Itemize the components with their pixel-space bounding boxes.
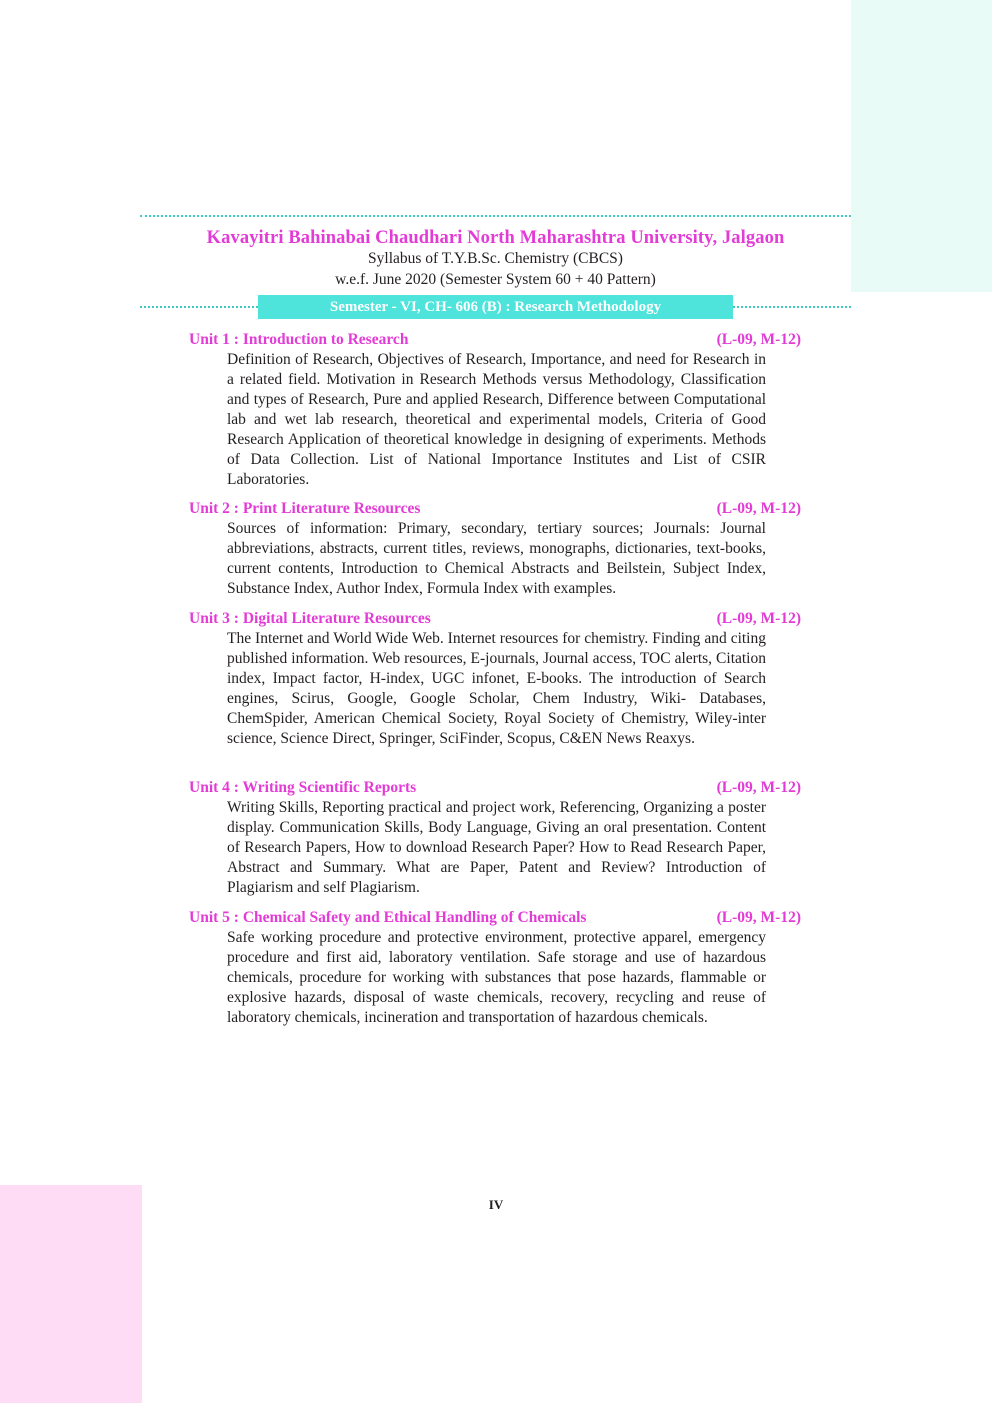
unit-marks: (L-09, M-12): [716, 610, 801, 627]
unit-heading: [189, 908, 801, 928]
unit-section: [189, 778, 801, 898]
unit-body: Writing Skills, Reporting practical and project work, Referencing, Organizing a poster display. Communication Skills, Body Language, Giving an oral presentation. Content of Research Papers, How to download Research Paper? How to Read Research Paper, Abstract and Summary. What are Paper, Patent and Review? Introduction of Plagiarism and self Plagiarism.: [227, 799, 766, 896]
unit-title: Unit 2 : Print Literature Resources: [189, 500, 421, 517]
banner-divider-left: [140, 306, 258, 308]
unit-heading: [189, 330, 801, 350]
unit-section: [189, 330, 801, 490]
header-divider-top: [140, 215, 851, 217]
unit-heading: [189, 778, 801, 798]
corner-decoration-bottom-left: [0, 1185, 142, 1403]
effective-date-line: w.e.f. June 2020 (Semester System 60 + 40 Pattern): [335, 271, 656, 288]
unit-body: The Internet and World Wide Web. Internet resources for chemistry. Finding and citing published information. Web resources, E-journals, Journal access, TOC alerts, Citation index, Impact factor, H-index, UGC infonet, E-books. The introduction of Search engines, Scirus, Google, Google Scholar, Chem Industry, Wiki- Databases, ChemSpider, American Chemical Society, Royal Society of Chemistry, Wiley-inter science, Science Direct, Springer, SciFinder, Scopus, C&EN News Reaxys.: [227, 630, 766, 747]
unit-section: [189, 499, 801, 599]
unit-body: Sources of information: Primary, secondary, tertiary sources; Journals: Journal abbreviations, abstracts, current titles, reviews, monographs, dictionaries, text-books, current contents, Introduction to Chemical Abstracts and Beilstein, Subject Index, Substance Index, Author Index, Formula Index with examples.: [227, 520, 766, 597]
page-number: IV: [488, 1197, 504, 1212]
unit-title: Unit 5 : Chemical Safety and Ethical Handling of Chemicals: [189, 909, 587, 926]
semester-banner: Semester - VI, CH- 606 (B) : Research Methodology: [258, 295, 733, 319]
unit-section: [189, 908, 801, 1028]
unit-title: Unit 3 : Digital Literature Resources: [189, 610, 431, 627]
unit-title: Unit 1 : Introduction to Research: [189, 331, 409, 348]
university-title: Kavayitri Bahinabai Chaudhari North Maharashtra University, Jalgaon: [206, 228, 785, 248]
unit-title: Unit 4 : Writing Scientific Reports: [189, 779, 417, 796]
unit-marks: (L-09, M-12): [716, 909, 801, 926]
unit-section: [189, 609, 801, 749]
unit-marks: (L-09, M-12): [716, 500, 801, 517]
banner-divider-right: [733, 306, 851, 308]
syllabus-subtitle: Syllabus of T.Y.B.Sc. Chemistry (CBCS): [368, 250, 623, 267]
unit-body: Safe working procedure and protective environment, protective apparel, emergency procedure and first aid, laboratory ventilation. Safe storage and use of hazardous chemicals, procedure for working with substances that pose hazards, flammable or explosive hazards, disposal of waste chemicals, recovery, recycling and reuse of laboratory chemicals, incineration and transportation of hazardous chemicals.: [227, 929, 766, 1026]
unit-body: Definition of Research, Objectives of Research, Importance, and need for Research in a related field. Motivation in Research Methods versus Methodology, Classification and types of Research, Pure and applied Research, Difference between Computational lab and wet lab research, theoretical and experimental models, Criteria of Good Research Application of theoretical knowledge in designing of experiments. Methods of Data Collection. List of National Importance Institutes and List of CSIR Laboratories.: [227, 351, 766, 488]
unit-heading: [189, 499, 801, 519]
unit-marks: (L-09, M-12): [716, 331, 801, 348]
unit-heading: [189, 609, 801, 629]
unit-marks: (L-09, M-12): [716, 779, 801, 796]
corner-decoration-top-right: [851, 0, 992, 292]
